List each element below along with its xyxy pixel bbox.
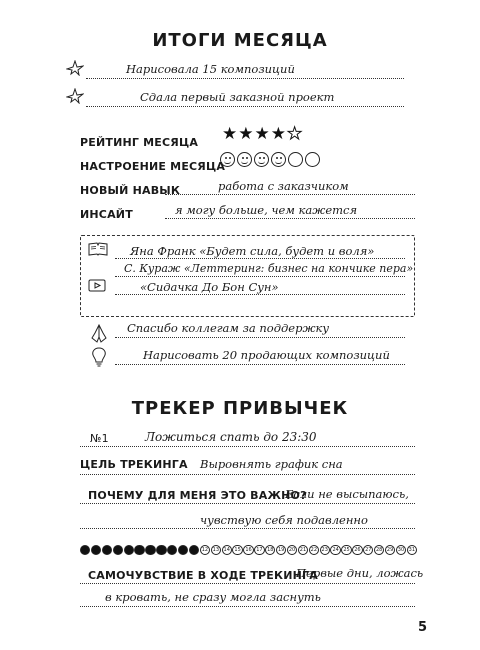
tracking-goal-label: ЦЕЛЬ ТРЕКИНГА: [80, 458, 188, 471]
play-icon: [88, 279, 106, 292]
why-line-1: Если не высыпаюсь,: [285, 487, 409, 501]
day-circle: 31: [407, 545, 417, 555]
day-circle: 15: [232, 545, 242, 555]
day-circle: 16: [243, 545, 253, 555]
day-circle: 9: [167, 545, 177, 555]
star-filled-icon: ★: [254, 124, 270, 144]
why-line-2: чувствую себя подавленно: [200, 513, 368, 527]
tracker-title: ТРЕКЕР ПРИВЫЧЕК: [131, 398, 349, 419]
day-circle: 11: [189, 545, 199, 555]
book-icon: [88, 242, 108, 256]
line-tracking-goal: [80, 474, 415, 475]
page-number: 5: [418, 620, 428, 635]
day-circle: 21: [298, 545, 308, 555]
star-filled-icon: ★: [270, 124, 286, 144]
line-feeling-1: [80, 583, 415, 584]
line-why-2: [80, 528, 415, 529]
praying-hands-icon: [90, 323, 108, 343]
mood-face: [220, 152, 235, 167]
day-circle: 22: [309, 545, 319, 555]
day-circle: 13: [211, 545, 221, 555]
insight-label: ИНСАЙТ: [80, 208, 133, 221]
feeling-line-1: Первые дни, ложась: [296, 566, 424, 580]
tracking-goal-value: Выровнять график сна: [200, 457, 343, 471]
mood-face: [271, 152, 286, 167]
book-1: Яна Франк «Будет сила, будет и воля»: [130, 244, 375, 258]
day-circle: 10: [178, 545, 188, 555]
line-achievement-1: [86, 78, 404, 79]
day-circle: 4: [113, 545, 123, 555]
mood-face: [237, 152, 252, 167]
book-2: С. Кураж «Леттеринг: бизнес на кончике пера»: [124, 262, 414, 275]
line-achievement-2: [86, 106, 404, 107]
mood-faces: [220, 152, 320, 167]
habit-text: Ложиться спать до 23:30: [145, 430, 317, 444]
day-circle: 14: [222, 545, 232, 555]
day-circle: 12: [200, 545, 210, 555]
rating-stars: [222, 126, 302, 143]
feeling-line-2: в кровать, не сразу могла заснуть: [105, 590, 321, 604]
day-circle: 6: [134, 545, 144, 555]
day-circle: 20: [287, 545, 297, 555]
day-circle: 7: [145, 545, 155, 555]
star-empty-icon: ★: [287, 124, 303, 144]
achievement-2: Сдала первый заказной проект: [140, 90, 335, 104]
rating-label: РЕЙТИНГ МЕСЯЦА: [80, 136, 199, 149]
day-circle: 2: [91, 545, 101, 555]
day-circle: 19: [276, 545, 286, 555]
day-circle: 26: [352, 545, 362, 555]
line-new-skill: [165, 194, 415, 195]
mood-face: [254, 152, 269, 167]
line-video: [115, 294, 405, 295]
line-habit: [80, 446, 415, 447]
line-why-1: [80, 503, 415, 504]
crane-icon: [66, 60, 84, 76]
thanks-text: Спасибо коллегам за поддержку: [127, 321, 330, 335]
day-circle: 27: [363, 545, 373, 555]
day-circle: 29: [385, 545, 395, 555]
why-label: ПОЧЕМУ ДЛЯ МЕНЯ ЭТО ВАЖНО?: [88, 489, 307, 502]
day-circle: 28: [374, 545, 384, 555]
mood-label: НАСТРОЕНИЕ МЕСЯЦА: [80, 160, 226, 173]
line-thanks: [115, 337, 405, 338]
new-skill-label: НОВЫЙ НАВЫК: [80, 184, 181, 197]
day-circle: 5: [124, 545, 134, 555]
insight-value: я могу больше, чем кажется: [175, 203, 358, 217]
crane-icon: [66, 88, 84, 104]
day-circle: 23: [320, 545, 330, 555]
lightbulb-icon: [90, 346, 108, 368]
day-circle: 24: [330, 545, 340, 555]
day-circle: 30: [396, 545, 406, 555]
line-goal: [115, 364, 405, 365]
achievement-1: Нарисовала 15 композиций: [126, 62, 295, 76]
star-filled-icon: ★: [222, 124, 238, 144]
day-circle: 3: [102, 545, 112, 555]
day-circle: 17: [254, 545, 264, 555]
line-insight: [165, 218, 415, 219]
results-title: ИТОГИ МЕСЯЦА: [152, 30, 328, 51]
mood-empty: [305, 152, 320, 167]
new-skill-value: работа с заказчиком: [218, 179, 349, 193]
mood-empty: [288, 152, 303, 167]
goal-text: Нарисовать 20 продающих композиций: [143, 348, 390, 362]
line-book-2: [115, 276, 405, 277]
video-title: «Сидачка До Бон Сун»: [140, 280, 279, 294]
day-circle: 8: [156, 545, 166, 555]
day-circle: 1: [80, 545, 90, 555]
day-tracker: [80, 545, 417, 555]
line-book-1: [115, 258, 405, 259]
feeling-label: САМОЧУВСТВИЕ В ХОДЕ ТРЕКИНГА: [88, 569, 318, 582]
day-circle: 25: [341, 545, 351, 555]
habit-number: №1: [90, 432, 109, 445]
line-feeling-2: [80, 606, 415, 607]
day-circle: 18: [265, 545, 275, 555]
star-filled-icon: ★: [238, 124, 254, 144]
